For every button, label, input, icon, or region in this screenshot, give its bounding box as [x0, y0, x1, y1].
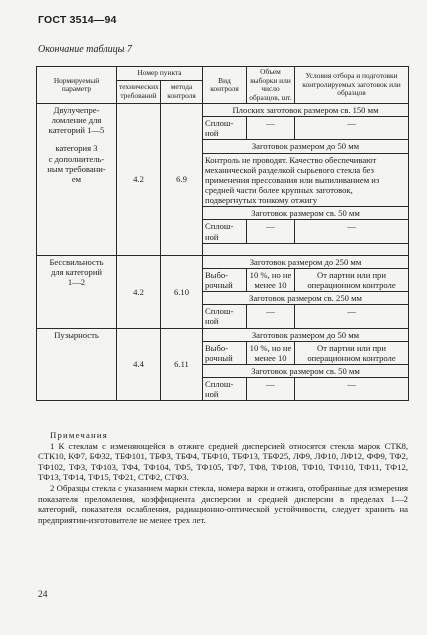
conditions-cell: От партии или при операционном контроле: [295, 341, 409, 364]
header-method: метода контроля: [161, 80, 203, 104]
param-line: ломление для: [51, 115, 102, 126]
empty-cell: [203, 243, 409, 255]
header-tech-req: технических требований: [117, 80, 161, 104]
kind-cell: Сплош-ной: [203, 305, 247, 328]
subsection-cell: Заготовок размером до 50 мм: [203, 328, 409, 341]
param-cell: [37, 328, 117, 401]
param-line: ным требовани-: [47, 163, 106, 174]
kind-cell: Выбо-рочный: [203, 341, 247, 364]
method-cell: 6.9: [161, 104, 203, 256]
param-line: категорий 1—5: [48, 125, 105, 136]
document-code: ГОСТ 3514—94: [38, 14, 117, 26]
table-row: [37, 104, 409, 117]
param-line: Бессвильность: [49, 256, 104, 267]
param-line: Двулучепре-: [53, 105, 100, 116]
table-row: [37, 328, 409, 341]
param-line: ем: [71, 173, 82, 184]
table-caption: Окончание таблицы 7: [38, 44, 132, 55]
sample-cell: —: [247, 305, 295, 328]
sample-cell: —: [247, 378, 295, 401]
conditions-cell: —: [295, 220, 409, 243]
header-kind: Вид контроля: [203, 67, 247, 104]
tech-req-cell: 4.2: [117, 104, 161, 256]
method-cell: 6.10: [161, 255, 203, 328]
note-1: 1 К стеклам с изменяющейся в отжиге средней дисперсией относятся стекла марок СТК8, СТК10, КФ7, БФ32, ТБФ101, ТБФ3, ТБФ4, ТБФ10, ТБФ13, ТБФ25, ЛФ9, ЛФ10, ЛФ12, ФФ9, ТФ2, ТФ102, ТФ3, ТФ103, ТФ4, ТФ104, ТФ5, ТФ105, ТФ7, ТФ8, ТФ108, ТФ10, ТФ110, ТФ11, ТФ12, ТФ13, ТФ14, ТФ15, ТФ21, СТФ2, СТФ3.: [38, 440, 408, 483]
kind-cell: Сплош-ной: [203, 378, 247, 401]
sample-cell: 10 %, но не менее 10: [247, 341, 295, 364]
header-conditions: Условия отбора и подготовки контролируемых заготовок или образцов: [295, 67, 409, 104]
subsection-cell: Плоских заготовок размером св. 150 мм: [203, 104, 409, 117]
param-cell: [37, 255, 117, 328]
conditions-cell: От партии или при операционном контроле: [295, 268, 409, 291]
kind-cell: Сплош-ной: [203, 220, 247, 243]
subsection-cell: Заготовок размером св. 50 мм: [203, 207, 409, 220]
spec-table: [36, 66, 409, 401]
notes-section: [38, 430, 408, 525]
subsection-cell: Заготовок размером до 250 мм: [203, 255, 409, 268]
param-line: с дополнитель-: [48, 153, 105, 164]
page-number: 24: [38, 590, 48, 600]
kind-cell: Выбо-рочный: [203, 268, 247, 291]
note-2: 2 Образцы стекла с указанием марки стекла, номера варки и отжига, отобранные для измерения показателя преломления, коэффициента дисперсии и средней дисперсии в пределах 1—2 категорий, показателя ослабления, радиационно-оптической устойчивости, следует хранить на предприятии-изготовителе не менее трех лет.: [38, 483, 408, 525]
notes-title: Примечания: [50, 430, 108, 440]
subsection-cell: Контроль не проводят. Качество обеспечивают механической разделкой сырьевого стекла без применения прессования или выпиливанием из средней части более крупных заготовок, подвергнутых тонкому отжигу: [203, 153, 409, 207]
header-item-no: Номер пункта: [117, 67, 203, 81]
sample-cell: —: [247, 117, 295, 140]
param-line: категория 3: [55, 143, 98, 154]
subsection-cell: Заготовок размером св. 250 мм: [203, 292, 409, 305]
method-cell: 6.11: [161, 328, 203, 401]
table-row: [37, 255, 409, 268]
header-sample: Объем выборки или число образцов, шт.: [247, 67, 295, 104]
param-line: Пузырность: [54, 329, 99, 340]
header-param: Нормируемый параметр: [37, 67, 117, 104]
param-line: 1—2: [67, 277, 86, 288]
conditions-cell: —: [295, 378, 409, 401]
sample-cell: —: [247, 220, 295, 243]
param-line: [39, 135, 114, 143]
conditions-cell: —: [295, 117, 409, 140]
subsection-cell: Заготовок размером до 50 мм: [203, 140, 409, 153]
subsection-cell: Заготовок размером св. 50 мм: [203, 365, 409, 378]
sample-cell: 10 %, но не менее 10: [247, 268, 295, 291]
tech-req-cell: 4.2: [117, 255, 161, 328]
conditions-cell: —: [295, 305, 409, 328]
param-line: для категорий: [50, 266, 103, 277]
tech-req-cell: 4.4: [117, 328, 161, 401]
kind-cell: Сплош-ной: [203, 117, 247, 140]
table-header-row: [37, 67, 409, 81]
param-cell: [37, 104, 117, 256]
